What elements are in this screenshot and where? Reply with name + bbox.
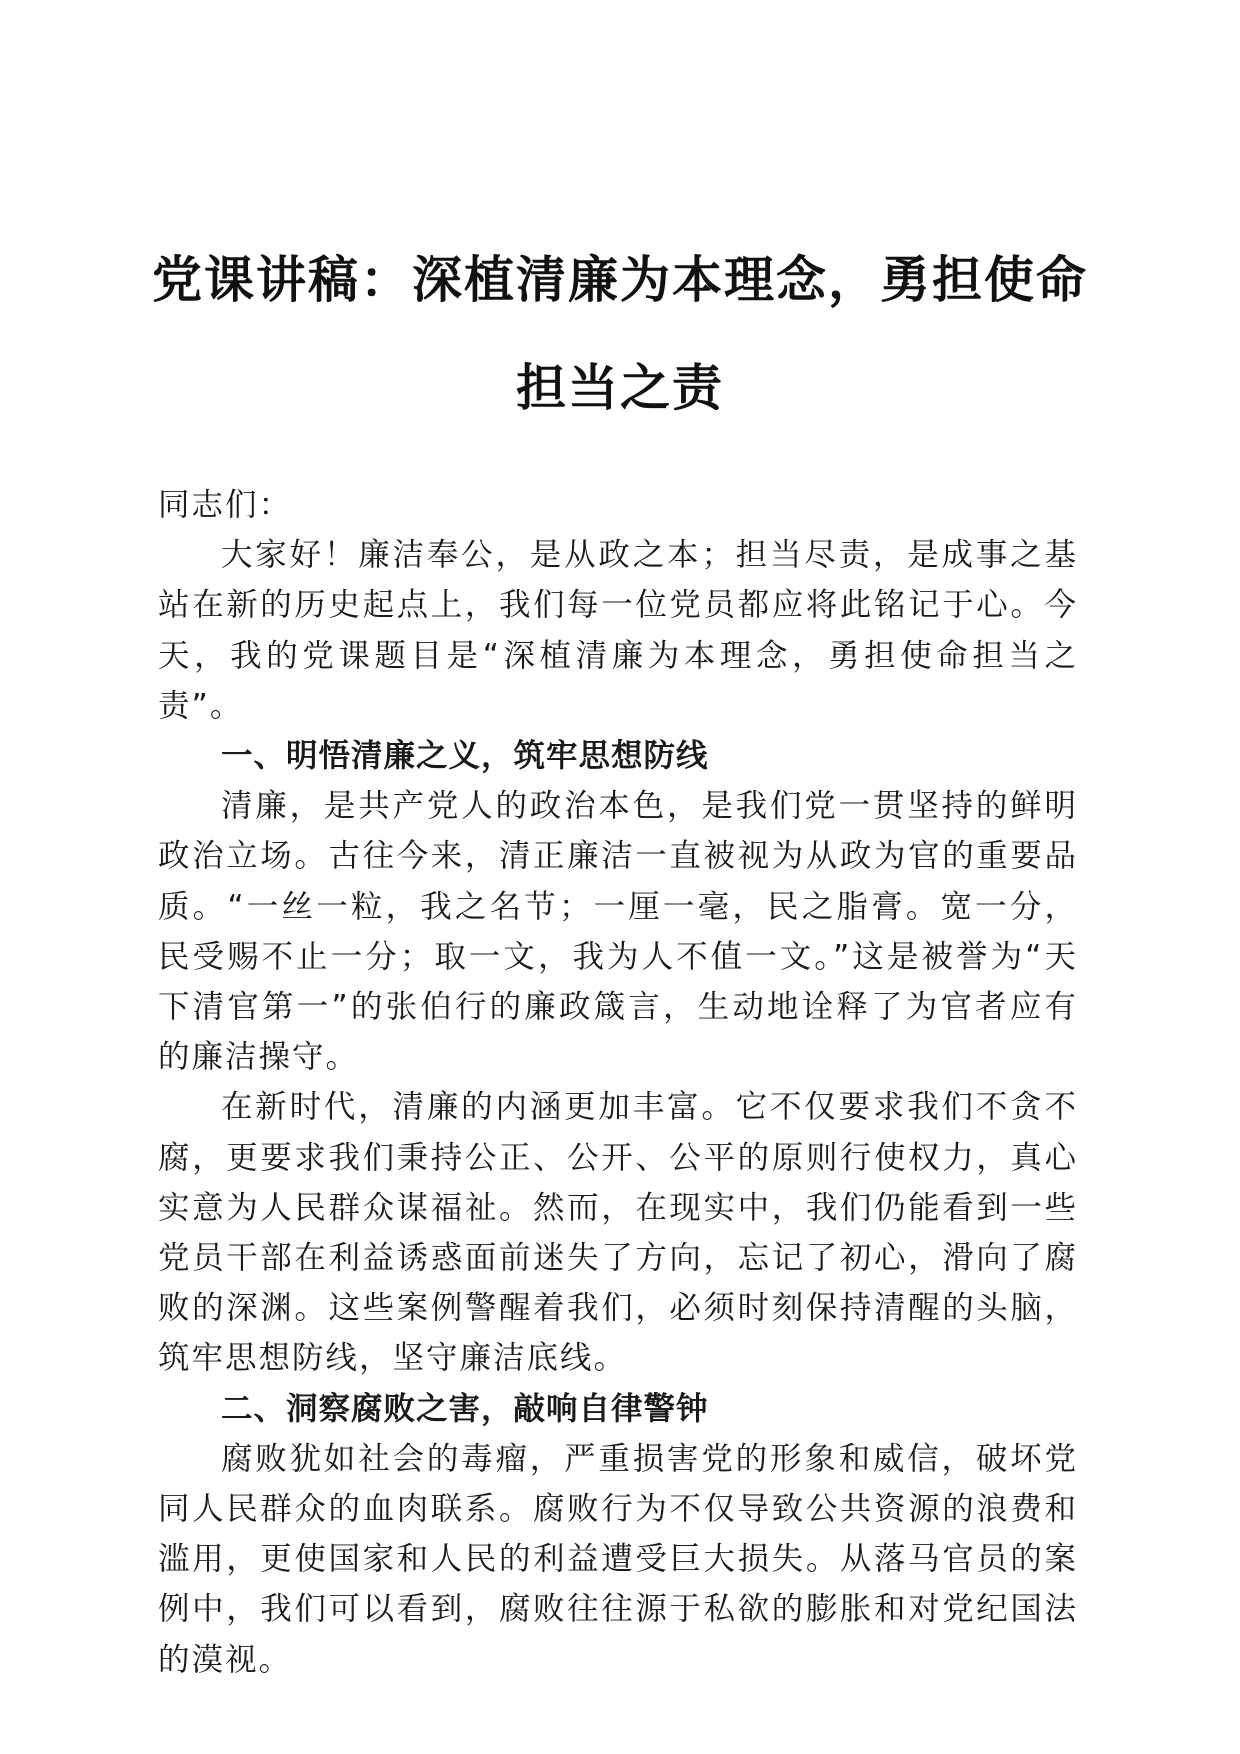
body-paragraph: 在新时代，清廉的内涵更加丰富。它不仅要求我们不贪不腐，更要求我们秉持公正、公开、公平的原则行使权力，真心实意为人民群众谋福祉。然而，在现实中，我们仍能看到一些党员干部在利益诱惑面前迷失了方向，忘记了初心，滑向了腐败的深渊。这些案例警醒着我们，必须时刻保持清醒的头脑，筑牢思想防线，坚守廉洁底线。 (158, 1089, 1078, 1377)
section-heading: 一、明悟清廉之义，筑牢思想防线 (221, 738, 709, 775)
body-paragraph: 清廉，是共产党人的政治本色，是我们党一贯坚持的鲜明政治立场。古往今来，清正廉洁一直被视为从政为官的重要品质。“一丝一粒，我之名节；一厘一毫，民之脂膏。宽一分，民受赐不止一分；取一文，我为人不值一文。”这是被誉为“天下清官第一”的张伯行的廉政箴言，生动地诠释了为官者应有的廉洁操守。 (158, 788, 1078, 1076)
section-heading: 二、洞察腐败之害，敲响自律警钟 (221, 1390, 709, 1427)
body-paragraph: 腐败犹如社会的毒瘤，严重损害党的形象和威信，破坏党同人民群众的血肉联系。腐败行为不仅导致公共资源的浪费和滥用，更使国家和人民的利益遭受巨大损失。从落马官员的案例中，我们可以看到，腐败往往源于私欲的膨胀和对党纪国法的漠视。 (158, 1440, 1078, 1678)
salutation: 同志们： (158, 487, 293, 523)
intro-paragraph: 大家好！廉洁奉公，是从政之本；担当尽责，是成事之基站在新的历史起点上，我们每一位党员都应将此铭记于心。今天，我的党课题目是“深植清廉为本理念，勇担使命担当之责”。 (158, 537, 1078, 724)
document-body (158, 480, 1078, 1685)
document-title: 党课讲稿：深植清廉为本理念，勇担使命担当之责 (152, 250, 1088, 417)
